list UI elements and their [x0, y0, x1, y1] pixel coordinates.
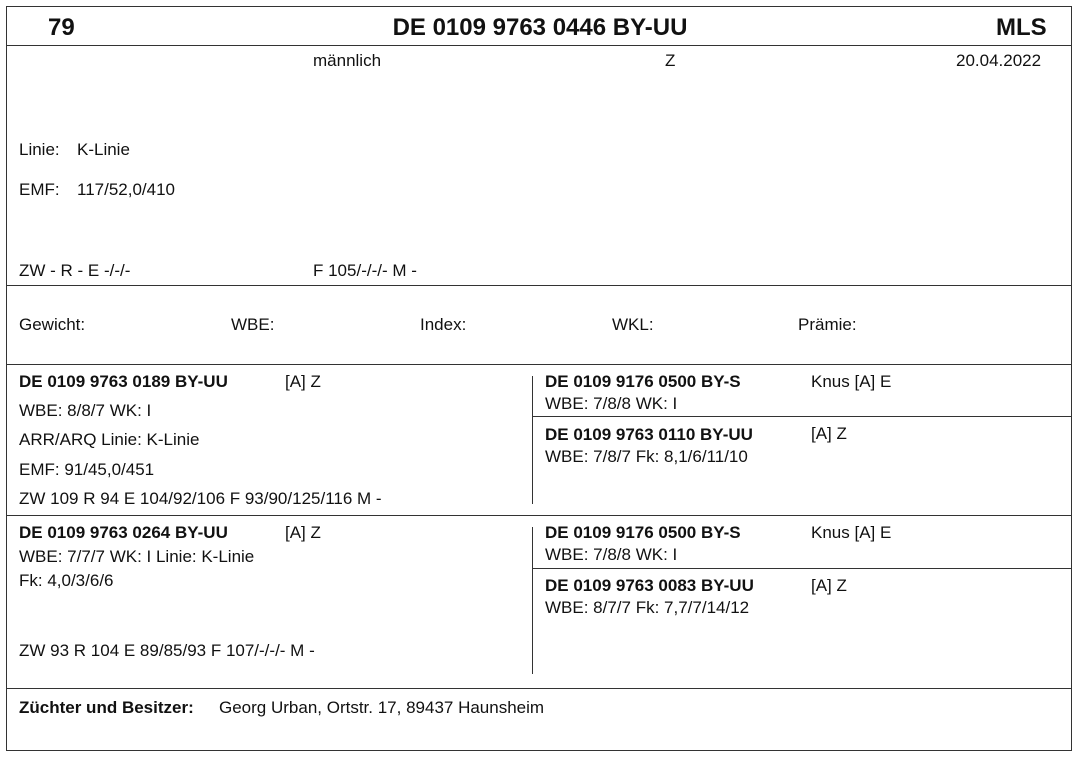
parents-divider [7, 515, 1071, 516]
measures-divider [7, 364, 1071, 365]
sire-line3: EMF: 91/45,0/451 [19, 460, 155, 479]
sire-sire-line1: WBE: 7/8/8 WK: I [545, 394, 678, 413]
index-label: Index: [420, 315, 467, 334]
emf-value: 117/52,0/410 [77, 180, 175, 199]
praemie-label: Prämie: [798, 315, 857, 334]
sire-line1: WBE: 8/8/7 WK: I [19, 401, 152, 420]
zw-values: ZW - R - E -/-/- [19, 261, 131, 280]
wbe-label: WBE: [231, 315, 275, 334]
sire-line4: ZW 109 R 94 E 104/92/106 F 93/90/125/116 M - [19, 489, 382, 508]
animal-id: DE 0109 9763 0446 BY-UU [392, 14, 688, 41]
date: 20.04.2022 [956, 51, 1042, 70]
linie-value: K-Linie [77, 140, 130, 159]
sire-dam-line1: WBE: 7/8/7 Fk: 8,1/6/11/10 [545, 447, 748, 466]
sire-dam-tag: [A] Z [811, 424, 847, 443]
sire-sire-tag: Knus [A] E [811, 372, 892, 391]
sire-id: DE 0109 9763 0189 BY-UU [19, 372, 228, 391]
dam-sire-line1: WBE: 7/8/8 WK: I [545, 545, 678, 564]
breed-code: MLS [996, 14, 1047, 41]
linie-label: Linie: [19, 140, 60, 159]
dam-line2: Fk: 4,0/3/6/6 [19, 571, 114, 590]
sire-tag: [A] Z [285, 372, 321, 391]
dam-sire-id: DE 0109 9176 0500 BY-S [545, 523, 741, 542]
sire-branch-line [532, 376, 533, 504]
catalog-number: 79 [48, 14, 75, 41]
info-divider [7, 285, 1071, 286]
sire-line2: ARR/ARQ Linie: K-Linie [19, 430, 200, 449]
dam-line1: WBE: 7/7/7 WK: I Linie: K-Linie [19, 547, 255, 566]
dam-dam-line1: WBE: 8/7/7 Fk: 7,7/7/14/12 [545, 598, 750, 617]
breeder-divider [7, 688, 1071, 689]
header-divider [7, 45, 1071, 46]
f-values: F 105/-/-/- M - [313, 261, 417, 280]
sex: männlich [313, 51, 382, 70]
wkl-label: WKL: [612, 315, 654, 334]
rating: Z [665, 51, 676, 70]
breeder-label: Züchter und Besitzer: [19, 698, 194, 717]
dam-dam-tag: [A] Z [811, 576, 847, 595]
gewicht-label: Gewicht: [19, 315, 86, 334]
dam-id: DE 0109 9763 0264 BY-UU [19, 523, 228, 542]
dam-dam-id: DE 0109 9763 0083 BY-UU [545, 576, 754, 595]
breeder-value: Georg Urban, Ortstr. 17, 89437 Haunsheim [219, 698, 545, 717]
dam-sire-tag: Knus [A] E [811, 523, 892, 542]
dam-grand-divider [533, 568, 1071, 569]
dam-branch-line [532, 527, 533, 674]
sire-sire-id: DE 0109 9176 0500 BY-S [545, 372, 741, 391]
dam-tag: [A] Z [285, 523, 321, 542]
emf-label: EMF: [19, 180, 60, 199]
sire-grand-divider [533, 416, 1071, 417]
dam-line3: ZW 93 R 104 E 89/85/93 F 107/-/-/- M - [19, 641, 315, 660]
sire-dam-id: DE 0109 9763 0110 BY-UU [545, 425, 753, 444]
